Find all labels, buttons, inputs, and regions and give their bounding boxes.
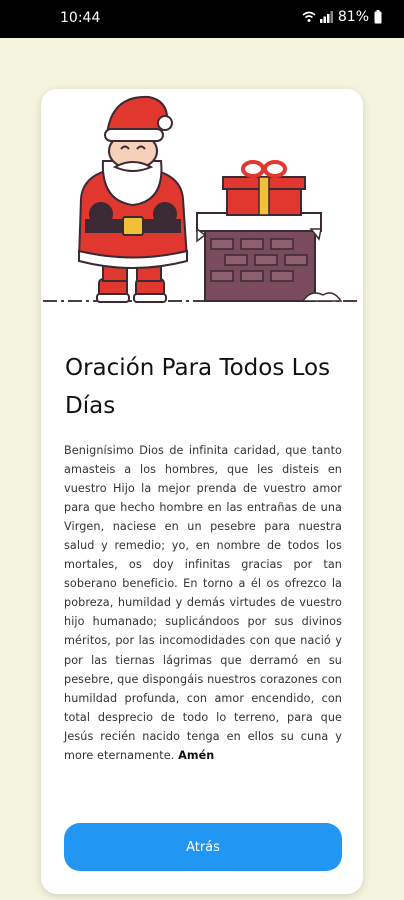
prayer-text	[64, 441, 342, 765]
status-indicators	[302, 9, 382, 25]
prayer-closing: Amén	[178, 748, 215, 762]
battery-icon	[374, 10, 382, 24]
santa-claus-icon	[79, 97, 187, 302]
status-bar	[0, 0, 404, 38]
prayer-card	[41, 89, 363, 894]
back-button[interactable]: Atrás	[64, 823, 342, 871]
prayer-title: Oración Para Todos Los Días	[65, 355, 331, 419]
battery-percent: 81%	[337, 9, 369, 25]
prayer-body: Benignísimo Dios de infinita caridad, que tanto amasteis a los hombres, que les disteis en vuestro Hijo la mejor prenda de vuestro amor para que hecho hombre en las entrañas de una Virgen, naciese en un pesebre para nuestra salud y remedio; yo, en nombre de todos los mortales, os doy infinitas gracias por tan soberano beneficio. En torno a él os ofrezco la pobreza, humildad y demás virtudes de vuestro hijo humanado; suplicándoos por sus divinos méritos, por las incomodidades con que nació y por las tiernas lágrimas que derramó en su pesebre, que dispongáis nuestros corazones con humildad profunda, con amor encendido, con total desprecio de todo lo terreno, para que Jesús recién nacido tenga en ellos su cuna y more eternamente.	[64, 444, 342, 762]
signal-icon	[319, 11, 333, 23]
gift-icon	[223, 162, 305, 215]
chimney-icon	[197, 213, 321, 301]
status-time: 10:44	[60, 10, 101, 26]
wifi-icon	[302, 11, 316, 23]
christmas-illustration	[41, 89, 363, 314]
